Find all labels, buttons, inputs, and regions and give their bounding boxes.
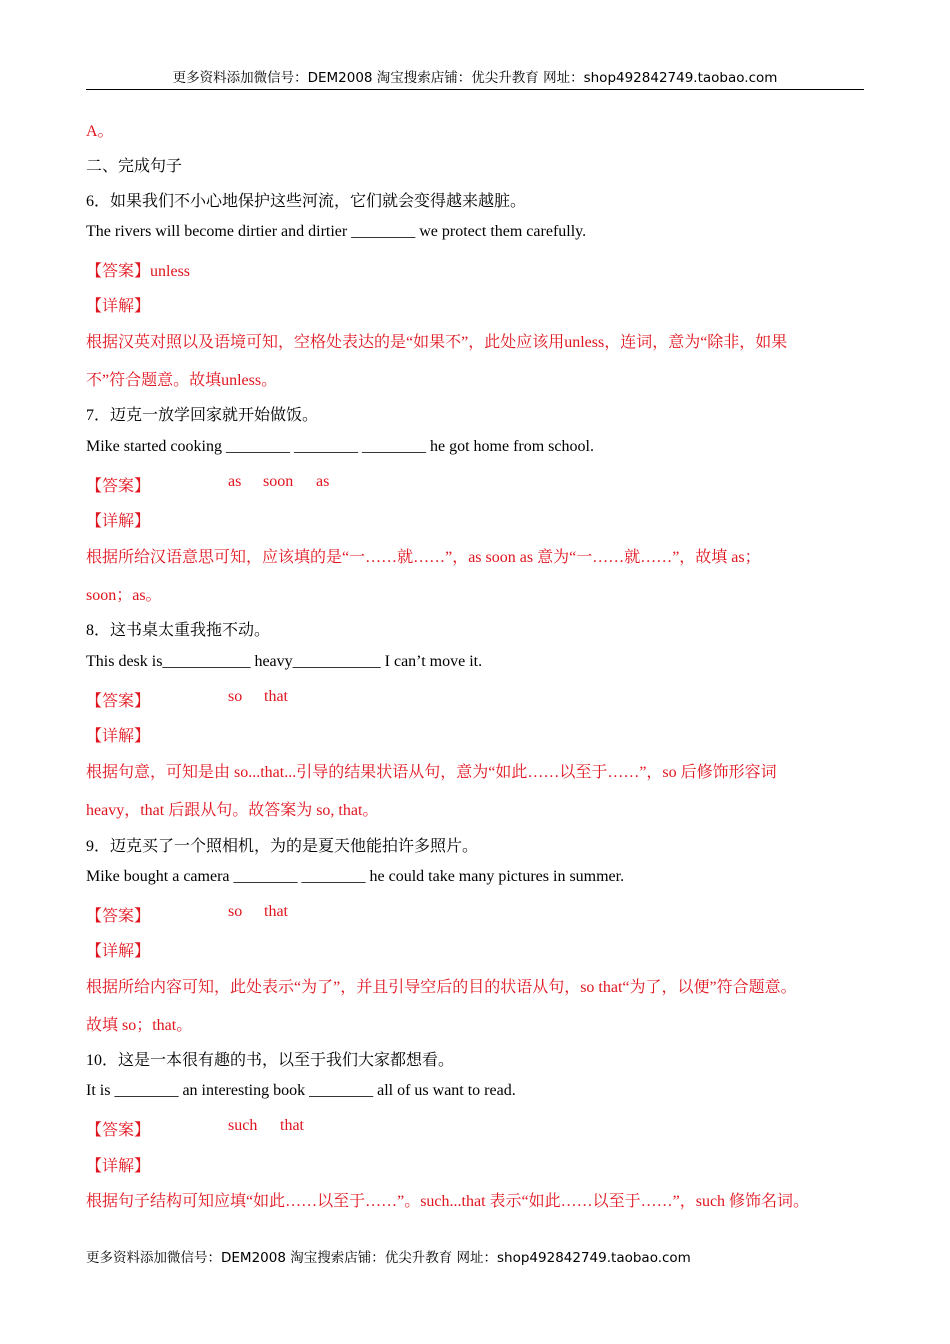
q10-detail-1: 根据句子结构可知应填“如此……以至于……”。such...that 表示“如此……以至于……”，such 修饰名词。 bbox=[86, 1193, 810, 1210]
detail-label: 【详解】 bbox=[86, 728, 151, 745]
q6-english: The rivers will become dirtier and dirtier ________ we protect them carefully. bbox=[86, 223, 587, 240]
q9-english: Mike bought a camera ________ ________ he could take many pictures in summer. bbox=[86, 868, 625, 885]
page-header: 更多资料添加微信号：DEM2008 淘宝搜索店铺：优尖升教育 网址：shop492842749.taobao.com bbox=[86, 66, 864, 90]
q9-answer-1: so bbox=[228, 903, 243, 920]
q7-answer-2: soon bbox=[263, 473, 294, 490]
q10-answer-2: that bbox=[280, 1117, 304, 1134]
q7-detail-2: soon；as。 bbox=[86, 587, 162, 604]
detail-label: 【详解】 bbox=[86, 1158, 151, 1175]
q6-answer: unless bbox=[150, 263, 191, 280]
q8-chinese: 8．这书桌太重我拖不动。 bbox=[86, 622, 271, 639]
answer-label: 【答案】 bbox=[86, 263, 151, 280]
q8-answer-2: that bbox=[264, 688, 288, 705]
q9-chinese: 9．迈克买了一个照相机，为的是夏天他能拍许多照片。 bbox=[86, 838, 479, 855]
q10-answer-row bbox=[86, 1117, 304, 1140]
q6-detail-1: 根据汉英对照以及语境可知，空格处表达的是“如果不”，此处应该用unless，连词，意为“除非，如果 bbox=[86, 334, 788, 351]
q8-detail-2: heavy，that 后跟从句。故答案为 so, that。 bbox=[86, 802, 379, 819]
answer-label: 【答案】 bbox=[86, 693, 151, 710]
q8-answer-row bbox=[86, 688, 288, 711]
q6-detail-2: 不”符合题意。故填unless。 bbox=[86, 372, 278, 389]
q6-chinese: 6．如果我们不小心地保护这些河流，它们就会变得越来越脏。 bbox=[86, 193, 527, 210]
detail-label: 【详解】 bbox=[86, 943, 151, 960]
q9-answer-2: that bbox=[264, 903, 288, 920]
section-title: 二、完成句子 bbox=[86, 158, 183, 175]
q10-english: It is ________ an interesting book ________ all of us want to read. bbox=[86, 1082, 516, 1099]
q10-chinese: 10．这是一本很有趣的书，以至于我们大家都想看。 bbox=[86, 1052, 455, 1069]
detail-label: 【详解】 bbox=[86, 513, 151, 530]
q7-answer-3: as bbox=[316, 473, 330, 490]
q7-answer-1: as bbox=[228, 473, 242, 490]
q9-detail-1: 根据所给内容可知，此处表示“为了”，并且引导空后的目的状语从句，so that“为了，以便”符合题意。 bbox=[86, 979, 797, 996]
q8-detail-1: 根据句意，可知是由 so...that...引导的结果状语从句，意为“如此……以至于……”，so 后修饰形容词 bbox=[86, 764, 777, 781]
q7-chinese: 7．迈克一放学回家就开始做饭。 bbox=[86, 407, 319, 424]
previous-answer: A。 bbox=[86, 123, 114, 140]
page-footer: 更多资料添加微信号：DEM2008 淘宝搜索店铺：优尖升教育 网址：shop492842749.taobao.com bbox=[86, 1250, 691, 1266]
q7-answer-row bbox=[86, 473, 330, 496]
q8-english: This desk is___________ heavy___________ I can’t move it. bbox=[86, 653, 483, 670]
q6-answer-row bbox=[86, 258, 190, 281]
detail-label: 【详解】 bbox=[86, 298, 151, 315]
q9-detail-2: 故填 so；that。 bbox=[86, 1017, 193, 1034]
answer-label: 【答案】 bbox=[86, 1122, 151, 1139]
answer-label: 【答案】 bbox=[86, 908, 151, 925]
answer-label: 【答案】 bbox=[86, 478, 151, 495]
q9-answer-row bbox=[86, 903, 288, 926]
q7-detail-1: 根据所给汉语意思可知，应该填的是“一……就……”，as soon as 意为“一……就……”，故填 as； bbox=[86, 549, 761, 566]
q7-english: Mike started cooking ________ ________ ________ he got home from school. bbox=[86, 438, 594, 455]
q8-answer-1: so bbox=[228, 688, 243, 705]
q10-answer-1: such bbox=[228, 1117, 258, 1134]
